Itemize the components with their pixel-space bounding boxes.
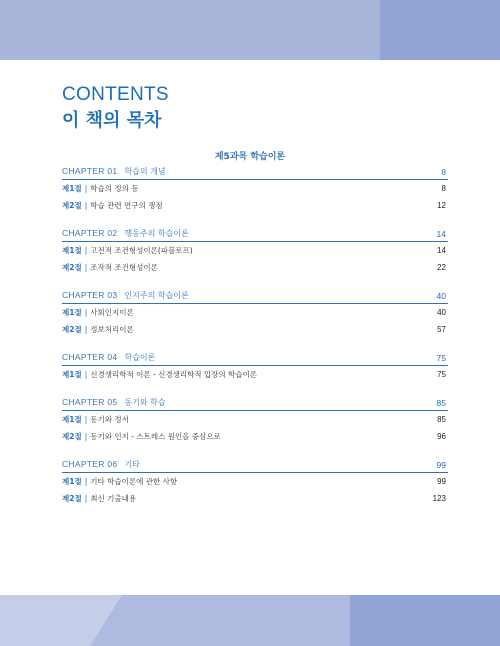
chapter-heading — [62, 228, 189, 239]
section-title: 동기와 정서 — [90, 415, 129, 424]
chapter-title: 인지주의 학습이론 — [124, 291, 189, 300]
section-label: 제2절 — [62, 201, 82, 210]
section-label: 제1절 — [62, 246, 82, 255]
section-row[interactable] — [62, 490, 448, 507]
section-heading — [62, 307, 134, 318]
chapter-page-number: 40 — [436, 291, 446, 301]
section-row[interactable] — [62, 428, 448, 445]
bottom-background-accent — [350, 595, 500, 646]
section-label: 제1절 — [62, 308, 82, 317]
table-of-contents — [62, 166, 448, 507]
section-page-number: 96 — [437, 432, 446, 441]
section-row[interactable] — [62, 411, 448, 428]
section-separator: | — [84, 432, 88, 441]
section-title: 고전적 조건형성이론(파블로프) — [90, 246, 193, 255]
section-page-number: 12 — [437, 201, 446, 210]
section-page-number: 8 — [441, 184, 446, 193]
section-row[interactable] — [62, 197, 448, 214]
section-title: 최신 기출내용 — [90, 494, 137, 503]
chapter-heading — [62, 290, 189, 301]
section-heading — [62, 183, 139, 194]
section-title: 학습의 정의 등 — [90, 184, 139, 193]
chapter-title: 동기와 학습 — [124, 398, 166, 407]
section-title: 동기와 인지 - 스트레스 원인을 중심으로 — [90, 432, 221, 441]
chapter-number: CHAPTER 04 — [62, 352, 118, 362]
chapter-page-number: 75 — [436, 353, 446, 363]
chapter-page-number: 85 — [436, 398, 446, 408]
section-title: 조작적 조건형성이론 — [90, 263, 158, 272]
section-row[interactable] — [62, 366, 448, 383]
section-page-number: 57 — [437, 325, 446, 334]
section-separator: | — [84, 308, 88, 317]
section-label: 제1절 — [62, 370, 82, 379]
subject-heading: 제5과목 학습이론 — [214, 152, 286, 162]
chapter-number: CHAPTER 02 — [62, 228, 118, 238]
section-page-number: 75 — [437, 370, 446, 379]
section-heading — [62, 493, 136, 504]
chapter-title: 학습의 개념 — [124, 167, 166, 176]
section-heading — [62, 262, 158, 273]
section-label: 제1절 — [62, 184, 82, 193]
top-background-accent — [380, 0, 500, 60]
section-label: 제2절 — [62, 325, 82, 334]
section-row[interactable] — [62, 473, 448, 490]
section-row[interactable] — [62, 321, 448, 338]
section-separator: | — [84, 370, 88, 379]
section-label: 제2절 — [62, 432, 82, 441]
contents-title: CONTENTS — [62, 84, 169, 105]
section-row[interactable] — [62, 242, 448, 259]
section-page-number: 123 — [432, 494, 446, 503]
chapter-number: CHAPTER 01 — [62, 166, 118, 176]
chapter-heading — [62, 459, 140, 470]
section-separator: | — [84, 494, 88, 503]
chapter-row[interactable] — [62, 352, 448, 366]
section-heading — [62, 200, 163, 211]
section-page-number: 14 — [437, 246, 446, 255]
chapter-row[interactable] — [62, 166, 448, 180]
section-heading — [62, 431, 221, 442]
chapter-page-number: 14 — [436, 229, 446, 239]
section-title: 신경생리학적 이론 - 신경생리학적 입장의 학습이론 — [90, 370, 258, 379]
section-page-number: 40 — [437, 308, 446, 317]
chapter-row[interactable] — [62, 228, 448, 242]
section-heading — [62, 324, 134, 335]
chapter-page-number: 8 — [441, 167, 446, 177]
section-heading — [62, 414, 129, 425]
chapter-number: CHAPTER 03 — [62, 290, 118, 300]
section-heading — [62, 369, 257, 380]
section-heading — [62, 245, 193, 256]
section-separator: | — [84, 325, 88, 334]
section-label: 제1절 — [62, 415, 82, 424]
chapter-row[interactable] — [62, 290, 448, 304]
section-separator: | — [84, 201, 88, 210]
section-separator: | — [84, 477, 88, 486]
section-row[interactable] — [62, 259, 448, 276]
section-label: 제2절 — [62, 494, 82, 503]
section-title: 학습 관련 연구의 쟁점 — [90, 201, 163, 210]
section-page-number: 99 — [437, 477, 446, 486]
section-title: 정보처리이론 — [90, 325, 134, 334]
chapter-heading — [62, 352, 155, 363]
section-page-number: 22 — [437, 263, 446, 272]
section-title: 기타 학습이론에 관한 사항 — [90, 477, 178, 486]
chapter-page-number: 99 — [436, 460, 446, 470]
section-separator: | — [84, 415, 88, 424]
section-row[interactable] — [62, 304, 448, 321]
chapter-title: 기타 — [124, 460, 140, 469]
chapter-heading — [62, 166, 166, 177]
section-separator: | — [84, 184, 88, 193]
section-row[interactable] — [62, 180, 448, 197]
chapter-number: CHAPTER 05 — [62, 397, 118, 407]
section-separator: | — [84, 263, 88, 272]
chapter-row[interactable] — [62, 459, 448, 473]
section-heading — [62, 476, 177, 487]
section-title: 사회인지이론 — [90, 308, 134, 317]
section-page-number: 85 — [437, 415, 446, 424]
section-label: 제2절 — [62, 263, 82, 272]
contents-title-korean: 이 책의 목차 — [62, 110, 162, 131]
chapter-title: 행동주의 학습이론 — [124, 229, 189, 238]
chapter-title: 학습이론 — [124, 353, 156, 362]
chapter-row[interactable] — [62, 397, 448, 411]
chapter-number: CHAPTER 06 — [62, 459, 118, 469]
chapter-heading — [62, 397, 166, 408]
section-label: 제1절 — [62, 477, 82, 486]
section-separator: | — [84, 246, 88, 255]
